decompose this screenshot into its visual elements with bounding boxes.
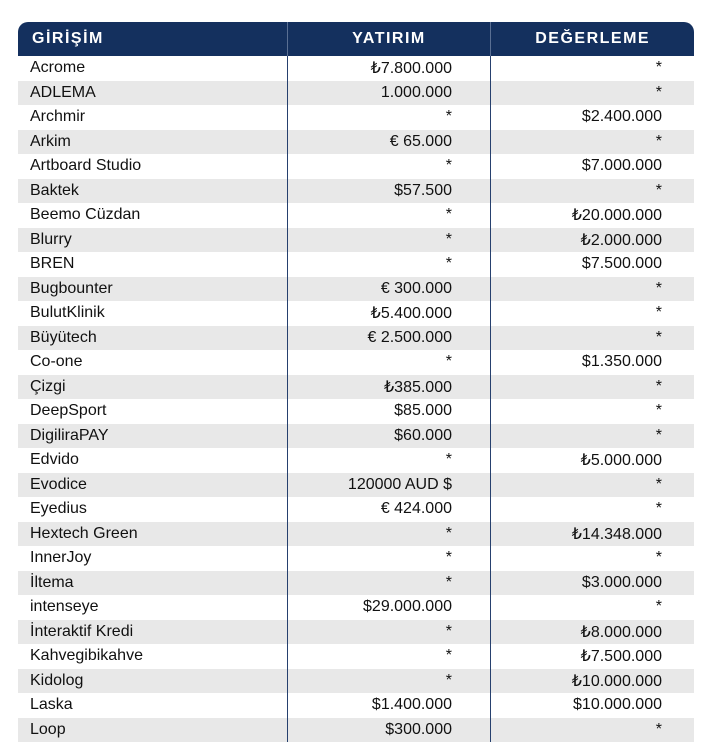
cell-valuation: *	[491, 546, 694, 571]
table-row	[18, 448, 694, 473]
cell-valuation: $7.000.000	[491, 154, 694, 179]
cell-startup: ADLEMA	[18, 81, 288, 106]
cell-valuation: *	[491, 56, 694, 81]
cell-valuation: ₺10.000.000	[491, 669, 694, 694]
cell-investment: 120000 AUD $	[288, 473, 491, 498]
table-row	[18, 669, 694, 694]
cell-investment: ₺7.800.000	[288, 56, 491, 81]
table-row	[18, 375, 694, 400]
cell-valuation: *	[491, 277, 694, 302]
cell-valuation: ₺2.000.000	[491, 228, 694, 253]
table-row	[18, 497, 694, 522]
cell-investment: *	[288, 448, 491, 473]
cell-startup: Arkim	[18, 130, 288, 155]
cell-valuation: ₺8.000.000	[491, 620, 694, 645]
cell-startup: Bugbounter	[18, 277, 288, 302]
cell-valuation: $2.400.000	[491, 105, 694, 130]
cell-valuation: ₺7.500.000	[491, 644, 694, 669]
cell-valuation: *	[491, 718, 694, 742]
cell-valuation: *	[491, 595, 694, 620]
table-row	[18, 424, 694, 449]
table-row	[18, 81, 694, 106]
cell-valuation: *	[491, 179, 694, 204]
cell-investment: € 65.000	[288, 130, 491, 155]
cell-valuation: *	[491, 424, 694, 449]
cell-startup: Evodice	[18, 473, 288, 498]
table-row	[18, 252, 694, 277]
cell-investment: *	[288, 522, 491, 547]
cell-investment: *	[288, 252, 491, 277]
cell-valuation: $3.000.000	[491, 571, 694, 596]
cell-startup: Acrome	[18, 56, 288, 81]
cell-investment: ₺385.000	[288, 375, 491, 400]
cell-startup: Loop	[18, 718, 288, 742]
cell-valuation: *	[491, 326, 694, 351]
cell-valuation: *	[491, 375, 694, 400]
cell-valuation: *	[491, 473, 694, 498]
cell-investment: 1.000.000	[288, 81, 491, 106]
cell-startup: Eyedius	[18, 497, 288, 522]
cell-startup: BREN	[18, 252, 288, 277]
table-row	[18, 130, 694, 155]
table-row	[18, 620, 694, 645]
cell-investment: *	[288, 571, 491, 596]
cell-startup: DeepSport	[18, 399, 288, 424]
cell-investment: *	[288, 669, 491, 694]
table-row	[18, 718, 694, 742]
table-row	[18, 571, 694, 596]
table-row	[18, 644, 694, 669]
cell-valuation: ₺20.000.000	[491, 203, 694, 228]
table-row	[18, 179, 694, 204]
cell-valuation: *	[491, 81, 694, 106]
table-row	[18, 522, 694, 547]
cell-valuation: ₺5.000.000	[491, 448, 694, 473]
table-row	[18, 154, 694, 179]
cell-investment: $29.000.000	[288, 595, 491, 620]
cell-startup: Kahvegibikahve	[18, 644, 288, 669]
cell-investment: *	[288, 154, 491, 179]
cell-valuation: $10.000.000	[491, 693, 694, 718]
table-row	[18, 350, 694, 375]
cell-startup: Hextech Green	[18, 522, 288, 547]
cell-startup: Büyütech	[18, 326, 288, 351]
table-row	[18, 399, 694, 424]
cell-startup: İnteraktif Kredi	[18, 620, 288, 645]
cell-startup: Artboard Studio	[18, 154, 288, 179]
cell-investment: € 2.500.000	[288, 326, 491, 351]
table-body	[18, 56, 694, 742]
cell-valuation: *	[491, 399, 694, 424]
cell-valuation: ₺14.348.000	[491, 522, 694, 547]
cell-startup: Beemo Cüzdan	[18, 203, 288, 228]
cell-investment: € 300.000	[288, 277, 491, 302]
cell-investment: *	[288, 546, 491, 571]
table-row	[18, 203, 694, 228]
cell-investment: $1.400.000	[288, 693, 491, 718]
cell-startup: Archmir	[18, 105, 288, 130]
cell-investment: $85.000	[288, 399, 491, 424]
cell-startup: Çizgi	[18, 375, 288, 400]
table-row	[18, 56, 694, 81]
cell-startup: InnerJoy	[18, 546, 288, 571]
header-investment: YATIRIM	[288, 22, 492, 56]
cell-valuation: $1.350.000	[491, 350, 694, 375]
cell-startup: BulutKlinik	[18, 301, 288, 326]
cell-investment: $57.500	[288, 179, 491, 204]
cell-startup: Kidolog	[18, 669, 288, 694]
cell-valuation: *	[491, 130, 694, 155]
table-row	[18, 473, 694, 498]
cell-startup: Laska	[18, 693, 288, 718]
cell-investment: *	[288, 228, 491, 253]
cell-investment: $300.000	[288, 718, 491, 742]
table-row	[18, 301, 694, 326]
table-row	[18, 105, 694, 130]
table-row	[18, 326, 694, 351]
cell-startup: DigiliraPAY	[18, 424, 288, 449]
cell-valuation: $7.500.000	[491, 252, 694, 277]
cell-valuation: *	[491, 497, 694, 522]
table-row	[18, 546, 694, 571]
table-row	[18, 693, 694, 718]
cell-investment: *	[288, 105, 491, 130]
table-row	[18, 277, 694, 302]
cell-investment: *	[288, 350, 491, 375]
cell-startup: İltema	[18, 571, 288, 596]
header-valuation: DEĞERLEME	[491, 22, 694, 56]
cell-investment: € 424.000	[288, 497, 491, 522]
table-row	[18, 595, 694, 620]
cell-startup: Blurry	[18, 228, 288, 253]
cell-startup: Baktek	[18, 179, 288, 204]
cell-startup: Co-one	[18, 350, 288, 375]
cell-investment: *	[288, 644, 491, 669]
cell-investment: *	[288, 620, 491, 645]
investment-table	[18, 22, 694, 742]
cell-startup: Edvido	[18, 448, 288, 473]
table-row	[18, 228, 694, 253]
cell-investment: $60.000	[288, 424, 491, 449]
cell-startup: intenseye	[18, 595, 288, 620]
cell-valuation: *	[491, 301, 694, 326]
header-startup: GİRİŞİM	[18, 22, 288, 56]
table-header	[18, 22, 694, 56]
cell-investment: ₺5.400.000	[288, 301, 491, 326]
cell-investment: *	[288, 203, 491, 228]
